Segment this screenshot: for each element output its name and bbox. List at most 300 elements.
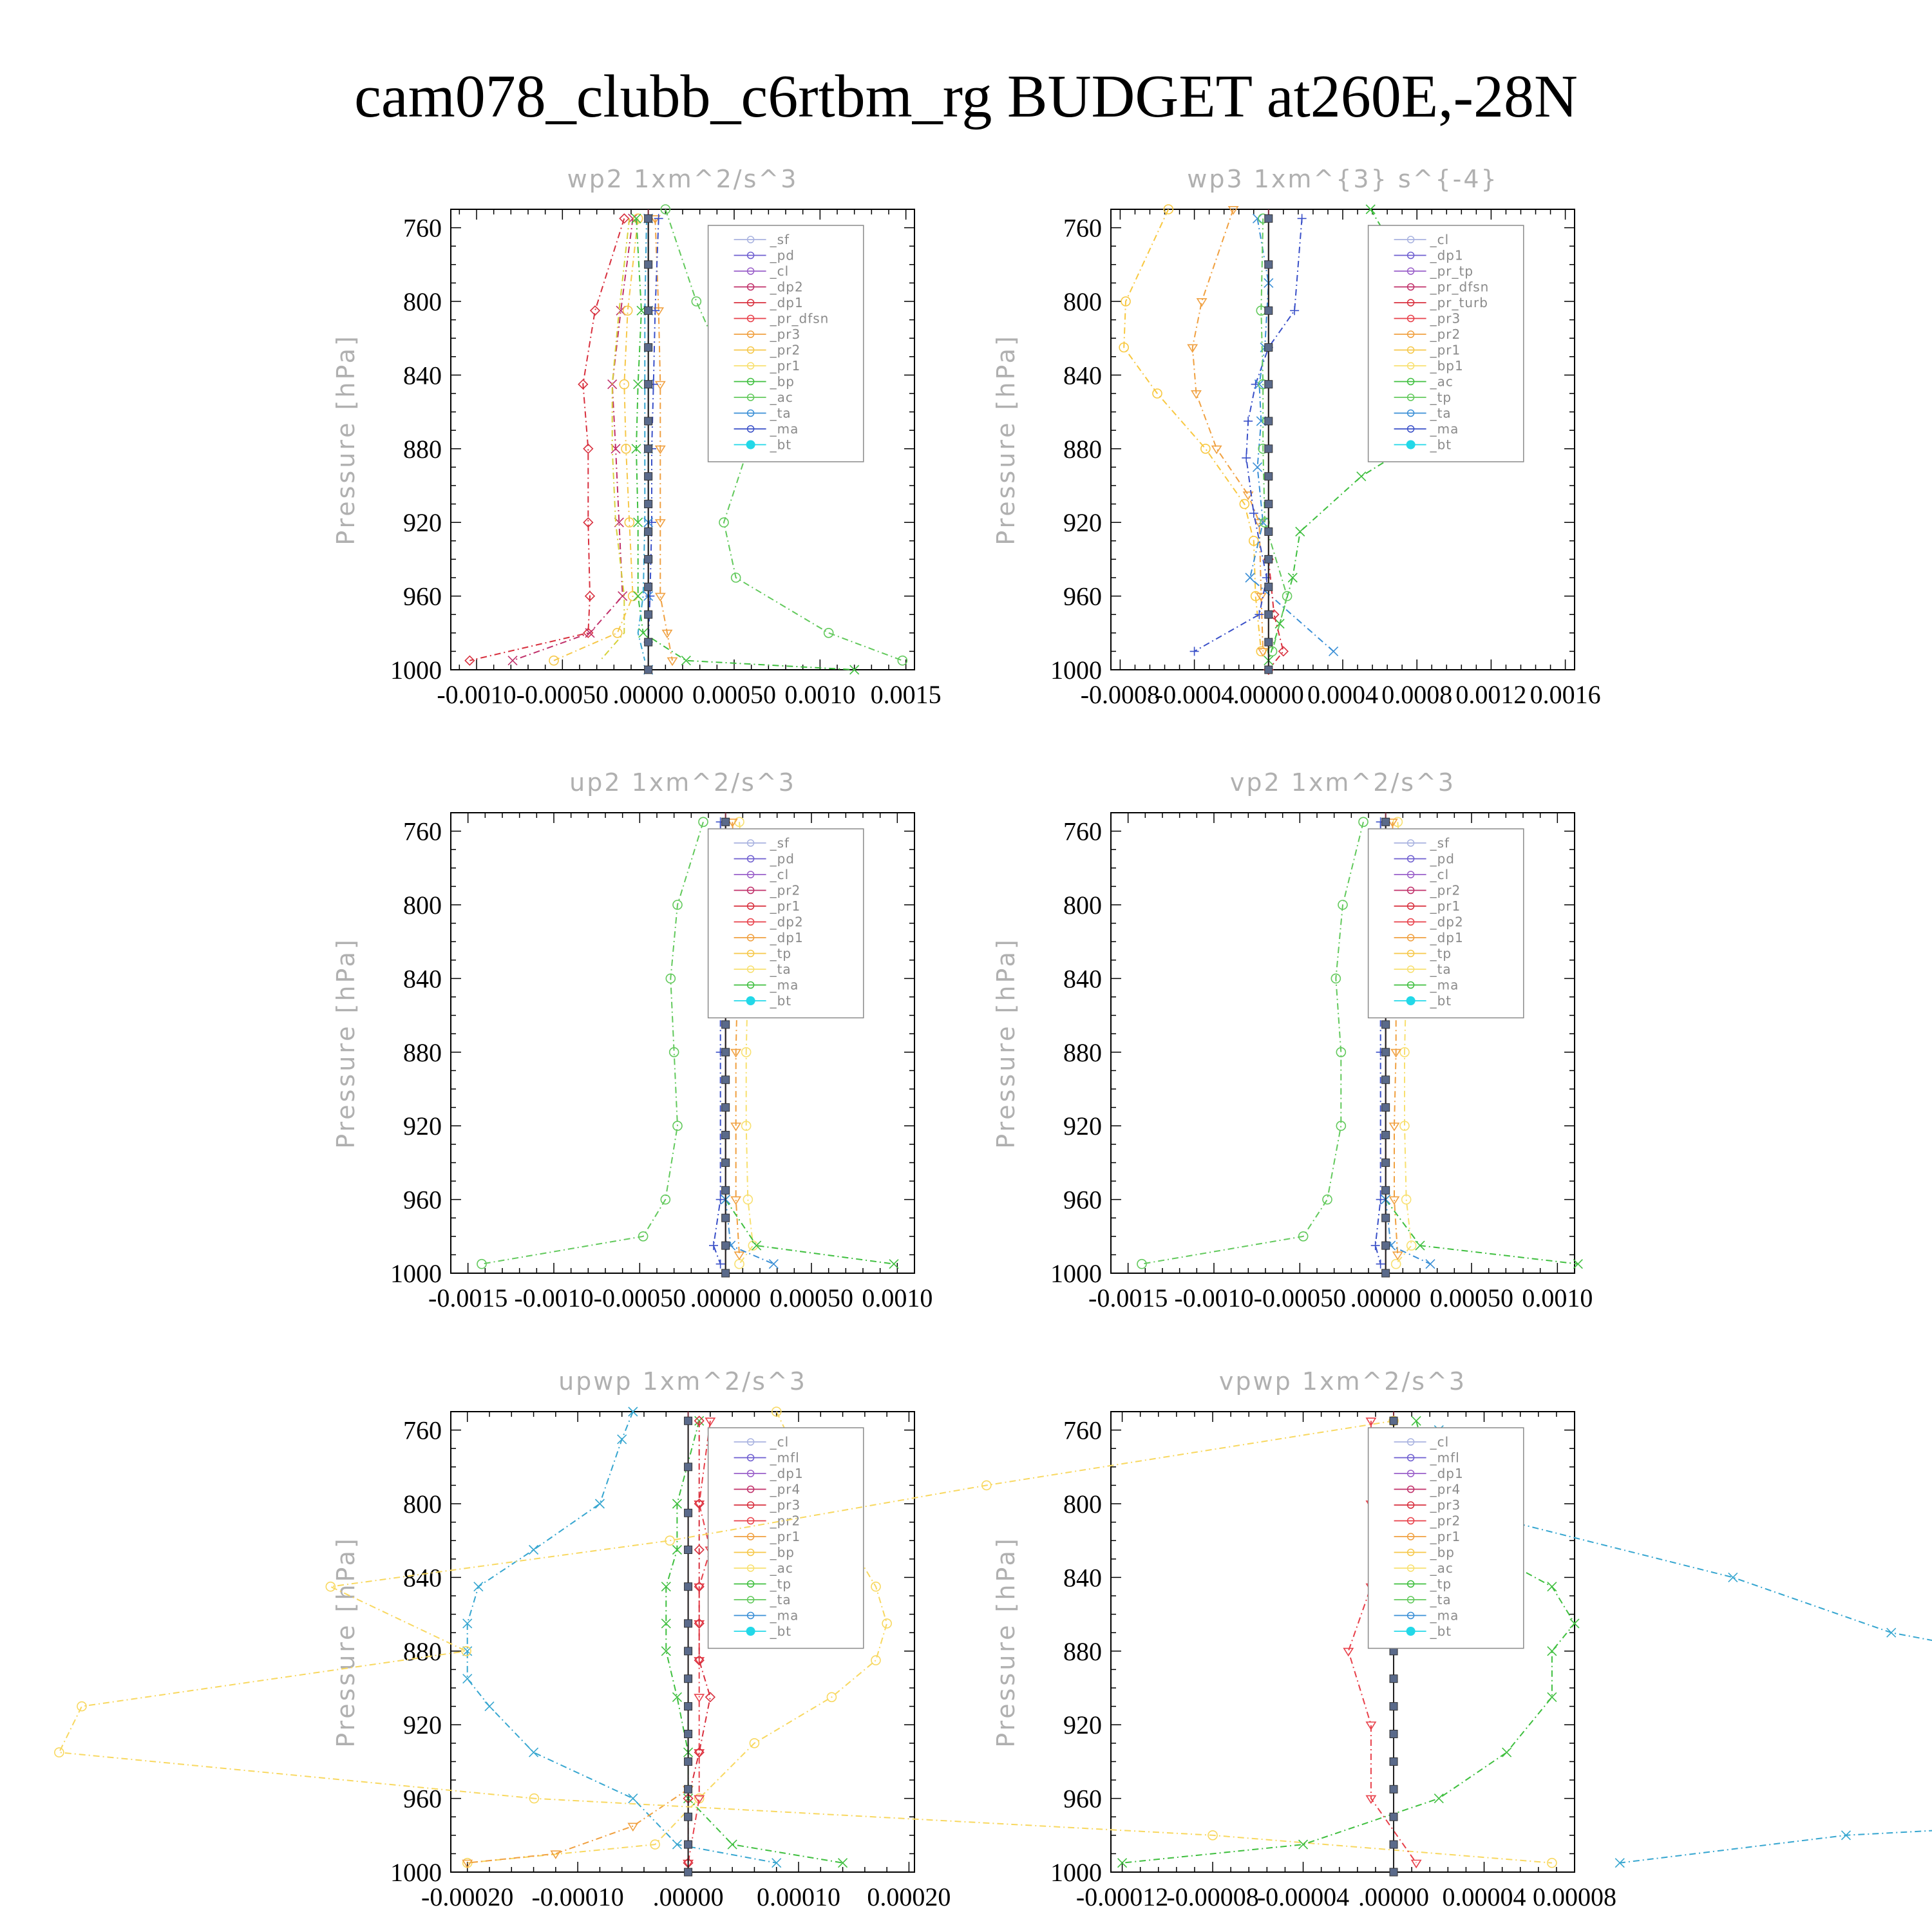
x-tick-label: 0.0010 <box>784 680 856 709</box>
y-tick-label: 840 <box>403 1563 442 1593</box>
series-tp <box>1381 1195 1435 1269</box>
data-point <box>529 1546 538 1555</box>
y-tick-label: 840 <box>1063 964 1102 994</box>
data-point <box>722 1186 730 1194</box>
legend-label: _sf <box>770 232 790 247</box>
legend-label: _ta <box>770 405 791 421</box>
legend-label: _pd <box>1430 851 1455 867</box>
legend-marker <box>746 1627 755 1636</box>
legend-label: _pr1 <box>770 898 801 914</box>
data-point <box>1296 527 1305 536</box>
data-point <box>1265 381 1273 388</box>
data-point <box>629 1794 638 1803</box>
data-point <box>769 1260 778 1269</box>
y-tick-label: 800 <box>403 287 442 316</box>
legend-label: _dp1 <box>770 930 804 945</box>
legend-label: _dp2 <box>1430 914 1464 930</box>
legend-marker <box>1406 996 1416 1005</box>
data-point <box>735 1260 744 1269</box>
legend-label: _ac <box>770 1560 793 1576</box>
legend-label: _dp2 <box>770 279 804 295</box>
legend-label: _ac <box>770 390 793 405</box>
data-point <box>645 261 652 269</box>
x-tick-label: 0.00050 <box>692 680 776 709</box>
y-tick-label: 920 <box>1063 1112 1102 1141</box>
legend-marker <box>746 996 755 1005</box>
x-tick-label: .00000 <box>690 1283 761 1312</box>
legend-label: _tp <box>1430 945 1452 961</box>
data-point <box>1548 1692 1557 1701</box>
y-axis-label: Pressure [hPa] <box>992 1536 1020 1748</box>
panel-4 <box>992 768 1593 1312</box>
series-pr3 <box>650 216 677 665</box>
y-tick-label: 1000 <box>390 656 442 685</box>
data-point <box>709 1241 718 1250</box>
x-tick-label: -0.00050 <box>1253 1283 1346 1312</box>
y-tick-label: 840 <box>1063 1563 1102 1593</box>
legend-label: _pr_dfsn <box>770 310 829 327</box>
legend-label: _sf <box>1430 835 1450 851</box>
legend-label: _ma <box>1430 421 1459 437</box>
data-point <box>595 1499 604 1508</box>
legend-label: _ta <box>1430 961 1452 977</box>
panel-title: wp3 1xm^{3} s^{-4} <box>1187 165 1499 193</box>
y-tick-label: 960 <box>403 1185 442 1215</box>
legend-label: _tp <box>770 945 792 961</box>
y-tick-label: 880 <box>1063 1037 1102 1067</box>
legend-label: _pr1 <box>770 1529 801 1544</box>
y-tick-label: 760 <box>403 817 442 846</box>
legend-label: _pd <box>770 247 795 263</box>
legend-label: _dp1 <box>1430 930 1464 945</box>
data-point <box>463 1674 472 1683</box>
x-tick-label: 0.0012 <box>1455 680 1527 709</box>
data-point <box>1265 417 1273 425</box>
y-tick-label: 760 <box>1063 817 1102 846</box>
data-point <box>1298 214 1307 223</box>
data-point <box>706 1692 715 1701</box>
x-tick-label: -0.00050 <box>516 680 609 709</box>
y-axis-label: Pressure [hPa] <box>992 937 1020 1149</box>
y-tick-label: 920 <box>1063 508 1102 538</box>
x-tick-label: -0.00010 <box>531 1882 624 1911</box>
y-tick-label: 760 <box>1063 1416 1102 1445</box>
legend-label: _bp <box>770 374 795 390</box>
data-point <box>1382 818 1390 826</box>
y-tick-label: 840 <box>403 964 442 994</box>
data-point <box>508 656 517 665</box>
data-point <box>685 1785 692 1793</box>
y-tick-label: 800 <box>403 1490 442 1519</box>
data-point <box>645 555 652 563</box>
y-axis-label: Pressure [hPa] <box>332 937 360 1149</box>
data-point <box>1329 647 1338 656</box>
series-dp1 <box>465 214 629 665</box>
data-point <box>1390 1813 1397 1821</box>
series-line <box>1142 822 1363 1264</box>
legend-marker <box>746 440 755 450</box>
x-tick-label: -0.0015 <box>428 1283 508 1312</box>
x-tick-label: .00000 <box>1350 1283 1421 1312</box>
legend-label: _cl <box>1430 232 1450 247</box>
data-point <box>645 528 652 536</box>
legend-label: _bt <box>770 1624 792 1639</box>
y-tick-label: 880 <box>1063 434 1102 464</box>
data-point <box>685 1647 692 1655</box>
data-point <box>1382 1269 1390 1277</box>
data-point <box>685 1757 692 1765</box>
legend-label: _ta <box>1430 405 1452 421</box>
y-tick-label: 880 <box>403 434 442 464</box>
series-line <box>649 218 659 642</box>
legend-label: _cl <box>770 263 790 279</box>
y-tick-label: 1000 <box>390 1259 442 1288</box>
data-point <box>645 583 652 591</box>
legend-label: _ac <box>1430 1560 1454 1576</box>
legend-label: _pr_dfsn <box>1430 279 1490 295</box>
legend-label: _ta <box>1430 1592 1452 1607</box>
data-point <box>1390 1675 1397 1683</box>
data-point <box>529 1748 538 1757</box>
series-ta <box>1190 214 1307 656</box>
data-point <box>1357 472 1366 481</box>
x-tick-label: 0.00050 <box>1430 1283 1513 1312</box>
data-point <box>1382 1104 1390 1112</box>
series-tp <box>721 1195 779 1269</box>
x-tick-label: -0.00050 <box>593 1283 686 1312</box>
legend-label: _pr1 <box>1430 1529 1461 1544</box>
legend-label: _dp1 <box>770 1466 804 1481</box>
data-point <box>1390 1868 1397 1876</box>
y-tick-label: 880 <box>1063 1636 1102 1666</box>
data-point <box>1548 1647 1557 1656</box>
data-point <box>1382 1048 1390 1056</box>
data-point <box>1212 446 1221 453</box>
x-tick-label: 0.00020 <box>867 1882 951 1911</box>
data-point <box>645 473 652 480</box>
y-tick-label: 1000 <box>1050 656 1102 685</box>
x-tick-label: 0.0008 <box>1381 680 1453 709</box>
legend-label: _ta <box>770 1592 791 1607</box>
data-point <box>613 629 622 638</box>
data-point <box>1265 307 1273 314</box>
series-line <box>1124 209 1261 651</box>
legend-label: _bt <box>1430 993 1452 1009</box>
data-point <box>685 1463 692 1471</box>
y-tick-label: 880 <box>403 1037 442 1067</box>
series-pr2 <box>549 214 643 665</box>
y-tick-label: 760 <box>1063 213 1102 243</box>
y-tick-label: 800 <box>1063 891 1102 920</box>
y-tick-label: 960 <box>403 1784 442 1814</box>
data-point <box>1190 647 1199 656</box>
data-point <box>1279 647 1288 656</box>
legend-label: _ma <box>1430 1607 1459 1624</box>
panel-title: vp2 1xm^2/s^3 <box>1229 768 1456 797</box>
y-tick-label: 800 <box>1063 287 1102 316</box>
data-point <box>716 1260 725 1269</box>
series-line <box>1386 1200 1578 1264</box>
legend-label: _bp1 <box>1430 358 1464 374</box>
legend-label: _pr3 <box>770 327 801 342</box>
legend-label: _pr1 <box>770 358 801 374</box>
data-point <box>1548 1582 1557 1591</box>
legend-label: _cl <box>770 1434 790 1450</box>
data-point <box>620 214 629 223</box>
data-point <box>722 1269 730 1277</box>
y-tick-label: 800 <box>403 891 442 920</box>
series-line <box>1195 218 1302 651</box>
data-point <box>645 344 652 352</box>
data-point <box>1265 638 1273 646</box>
legend-label: _tp <box>770 1576 792 1592</box>
data-point <box>722 1021 730 1028</box>
data-point <box>824 629 833 638</box>
series-dp1 <box>477 817 708 1268</box>
x-tick-label: -0.00020 <box>421 1882 514 1911</box>
y-tick-label: 920 <box>403 1112 442 1141</box>
data-point <box>685 1675 692 1683</box>
legend-label: _dp1 <box>1430 1466 1464 1481</box>
figure-title: cam078_clubb_c6rtbm_rg BUDGET at260E,-28N <box>354 63 1578 130</box>
series-bt <box>1265 214 1273 674</box>
series-line <box>513 218 633 660</box>
data-point <box>722 1132 730 1139</box>
data-point <box>1728 1573 1738 1582</box>
y-tick-label: 880 <box>403 1636 442 1666</box>
data-point <box>722 1076 730 1084</box>
legend-label: _pr2 <box>770 882 801 898</box>
legend-label: _pr2 <box>1430 1513 1461 1529</box>
data-point <box>645 666 652 674</box>
data-point <box>1382 1186 1390 1194</box>
data-point <box>1390 1703 1397 1710</box>
data-point <box>722 818 730 826</box>
legend-label: _pr3 <box>1430 310 1461 327</box>
data-point <box>1376 1195 1385 1204</box>
legend-label: _sf <box>770 835 790 851</box>
data-point <box>1426 1260 1435 1269</box>
legend-label: _pr2 <box>1430 327 1461 342</box>
x-tick-label: -0.0015 <box>1088 1283 1168 1312</box>
legend-label: _tp <box>1430 1576 1452 1592</box>
data-point <box>685 1703 692 1710</box>
data-point <box>685 1813 692 1821</box>
data-point <box>1265 528 1273 536</box>
data-point <box>1390 1730 1397 1738</box>
y-tick-label: 840 <box>1063 361 1102 390</box>
data-point <box>728 1840 737 1849</box>
legend-label: _dp1 <box>1430 247 1464 263</box>
y-tick-label: 960 <box>1063 1185 1102 1215</box>
series-line <box>726 1200 774 1264</box>
data-point <box>685 1620 692 1627</box>
data-point <box>1390 1417 1397 1425</box>
legend-label: _bt <box>770 993 792 1009</box>
legend-label: _tp <box>1430 390 1452 405</box>
data-point <box>1265 500 1273 508</box>
x-tick-label: .00000 <box>652 1882 724 1911</box>
data-point <box>1201 444 1210 453</box>
x-tick-label: -0.00004 <box>1256 1882 1350 1911</box>
x-tick-label: 0.00050 <box>770 1283 853 1312</box>
data-point <box>1382 1132 1390 1139</box>
data-point <box>1265 473 1273 480</box>
data-point <box>1376 1260 1385 1269</box>
data-point <box>645 500 652 508</box>
legend-label: _pd <box>770 851 795 867</box>
data-point <box>1390 1841 1397 1848</box>
x-tick-label: -0.00008 <box>1166 1882 1259 1911</box>
data-point <box>1382 1242 1390 1249</box>
data-point <box>1244 417 1253 426</box>
data-point <box>1265 344 1273 352</box>
data-point <box>722 1048 730 1056</box>
data-point <box>722 1214 730 1222</box>
data-point <box>1242 453 1251 462</box>
y-tick-label: 1000 <box>1050 1858 1102 1887</box>
legend-label: _pr1 <box>1430 342 1461 358</box>
data-point <box>1434 1794 1443 1803</box>
y-tick-label: 960 <box>403 582 442 611</box>
data-point <box>692 297 701 306</box>
series-bt <box>645 214 652 674</box>
y-tick-label: 1000 <box>1050 1259 1102 1288</box>
data-point <box>645 381 652 388</box>
x-tick-label: .00000 <box>1233 680 1304 709</box>
data-point <box>722 1159 730 1166</box>
legend-label: _pr_turb <box>1430 295 1488 310</box>
data-point <box>1265 611 1273 618</box>
data-point <box>1275 620 1284 629</box>
data-point <box>1412 1416 1421 1425</box>
series-ac <box>1256 214 1291 656</box>
data-point <box>1412 1861 1421 1868</box>
y-tick-label: 960 <box>1063 582 1102 611</box>
data-point <box>645 638 652 646</box>
data-point <box>1887 1628 1896 1637</box>
data-point <box>1382 1076 1390 1084</box>
data-point <box>1371 1241 1380 1250</box>
series-line <box>469 218 624 660</box>
series-line <box>726 1200 894 1264</box>
x-tick-label: 0.00008 <box>1533 1882 1616 1911</box>
series-dp2 <box>1381 1195 1583 1269</box>
y-tick-label: 840 <box>403 361 442 390</box>
series-line <box>1193 209 1264 651</box>
data-point <box>474 1582 483 1591</box>
legend-label: _ac <box>1430 374 1454 390</box>
data-point <box>871 1656 880 1665</box>
y-tick-label: 920 <box>403 1710 442 1740</box>
data-point <box>1265 214 1273 222</box>
legend-label: _ma <box>1430 977 1459 993</box>
legend-label: _ta <box>770 961 791 977</box>
legend-label: _bt <box>770 437 792 453</box>
data-point <box>1382 1021 1390 1028</box>
x-tick-label: 0.0016 <box>1530 680 1601 709</box>
x-tick-label: 0.00004 <box>1442 1882 1526 1911</box>
x-tick-label: .00000 <box>612 680 684 709</box>
panel-title: wp2 1xm^2/s^3 <box>567 165 799 193</box>
data-point <box>722 1104 730 1112</box>
panel-1 <box>332 165 942 709</box>
y-tick-label: 920 <box>1063 1710 1102 1740</box>
panel-title: upwp 1xm^2/s^3 <box>558 1367 807 1396</box>
legend-label: _dp1 <box>770 295 804 310</box>
data-point <box>716 1195 725 1204</box>
data-point <box>1245 573 1255 582</box>
x-tick-label: 0.0015 <box>870 680 942 709</box>
data-point <box>685 1583 692 1591</box>
data-point <box>618 1435 627 1444</box>
y-tick-label: 760 <box>403 213 442 243</box>
legend-label: _bt <box>1430 437 1452 453</box>
data-point <box>645 592 654 601</box>
legend-label: _dp2 <box>770 914 804 930</box>
series-dp2 <box>721 1195 898 1269</box>
data-point <box>1382 1159 1390 1166</box>
series-ta <box>644 214 663 647</box>
legend-marker <box>1406 1627 1416 1636</box>
data-point <box>645 307 652 314</box>
series-tp <box>1245 214 1338 656</box>
legend-label: _pr1 <box>1430 898 1461 914</box>
legend-label: _pr3 <box>770 1497 801 1513</box>
series-dp1 <box>1137 817 1368 1268</box>
data-point <box>645 445 652 453</box>
legend-label: _mfl <box>770 1450 800 1466</box>
x-tick-label: -0.0008 <box>1080 680 1160 709</box>
y-tick-label: 920 <box>403 508 442 538</box>
y-axis-label: Pressure [hPa] <box>332 1536 360 1748</box>
series-pr1 <box>1119 205 1265 656</box>
data-point <box>645 611 652 618</box>
legend-label: _ma <box>770 1607 799 1624</box>
data-point <box>1265 666 1273 674</box>
data-point <box>55 1748 64 1757</box>
panel-title: up2 1xm^2/s^3 <box>569 768 796 797</box>
legend-label: _cl <box>1430 1434 1450 1450</box>
data-point <box>1390 1785 1397 1793</box>
data-point <box>645 417 652 425</box>
legend-label: _cl <box>1430 867 1450 882</box>
y-axis-label: Pressure [hPa] <box>332 334 360 545</box>
panel-3 <box>332 768 933 1312</box>
legend-label: _bp <box>770 1544 795 1560</box>
data-point <box>1258 649 1267 656</box>
data-point <box>618 592 627 601</box>
legend-label: _pr4 <box>1430 1481 1461 1497</box>
x-tick-label: 0.0004 <box>1307 680 1378 709</box>
data-point <box>485 1702 494 1711</box>
legend-label: _pr3 <box>1430 1497 1461 1513</box>
y-tick-label: 1000 <box>390 1858 442 1887</box>
data-point <box>685 1417 692 1425</box>
x-tick-label: 0.0010 <box>862 1283 933 1312</box>
data-point <box>1290 306 1299 315</box>
legend-marker <box>1406 440 1416 450</box>
x-tick-label: -0.0004 <box>1154 680 1235 709</box>
x-tick-label: 0.00010 <box>757 1882 840 1911</box>
series-line <box>554 218 638 660</box>
data-point <box>1392 1260 1401 1269</box>
x-tick-label: 0.0010 <box>1522 1283 1593 1312</box>
legend-label: _bt <box>1430 1624 1452 1639</box>
panel-title: vpwp 1xm^2/s^3 <box>1218 1367 1467 1396</box>
series-dp2 <box>508 214 638 665</box>
data-point <box>645 214 652 222</box>
